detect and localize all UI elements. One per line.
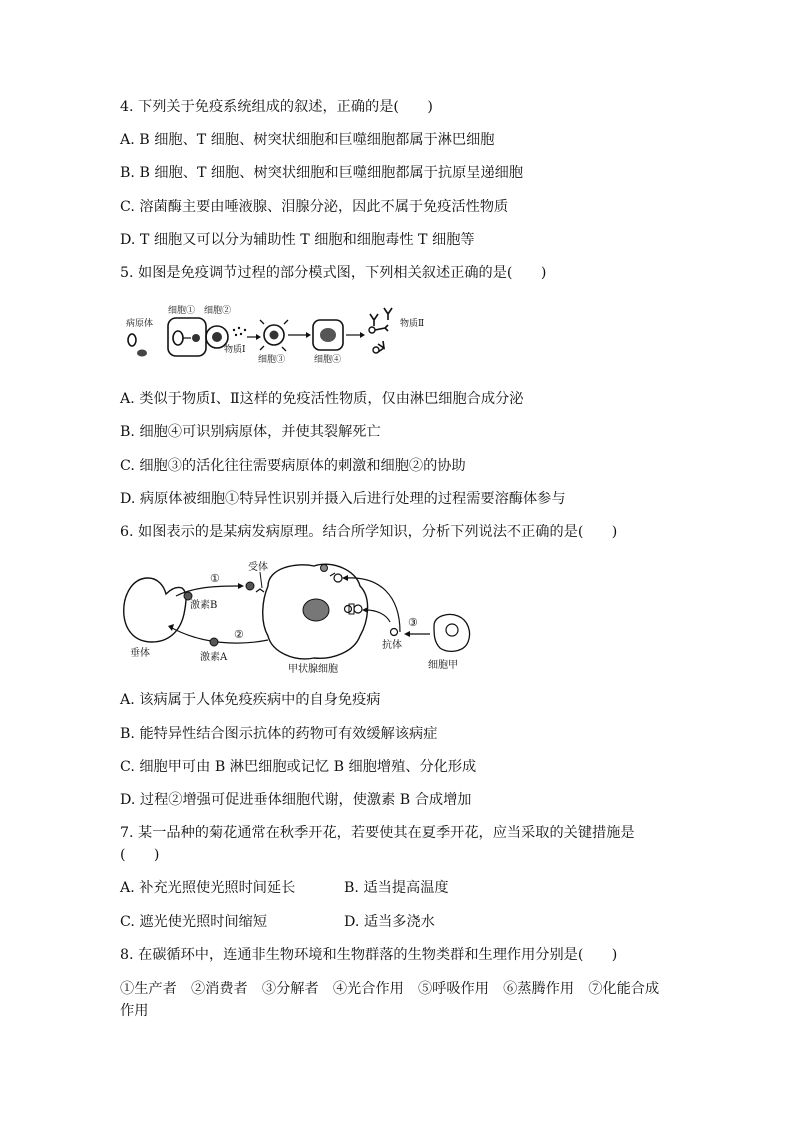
q6-label-hormone-a: 激素A xyxy=(200,652,228,663)
q4-option-c: C. 溶菌酶主要由唾液腺、泪腺分泌，因此不属于免疫活性物质 xyxy=(120,199,509,215)
q6-label-antibody: 抗体 xyxy=(382,640,402,651)
q6-option-c: C. 细胞甲可由 B 淋巴细胞或记忆 B 细胞增殖、分化形成 xyxy=(120,759,477,775)
q5-option-a: A. 类似于物质Ⅰ、Ⅱ这样的免疫活性物质，仅由淋巴细胞合成分泌 xyxy=(120,391,524,407)
q4-option-a: A. B 细胞、T 细胞、树突状细胞和巨噬细胞都属于淋巴细胞 xyxy=(120,132,495,148)
q8-items-line2: 作用 xyxy=(120,1003,149,1019)
q7-option-c: C. 遮光使光照时间缩短 xyxy=(120,914,268,930)
q5-label-substance1: 物质Ⅰ xyxy=(224,345,246,355)
q5-option-b: B. 细胞④可识别病原体，并使其裂解死亡 xyxy=(120,424,381,440)
q5-label-cell2: 细胞② xyxy=(204,306,232,316)
q6-stem: 6. 如图表示的是某病发病原理。结合所学知识，分析下列说法不正确的是( ) xyxy=(120,524,618,540)
q6-option-b: B. 能特异性结合图示抗体的药物可有效缓解该病症 xyxy=(120,726,438,742)
q5-label-pathogen: 病原体 xyxy=(126,319,154,329)
q7-option-d: D. 适当多浇水 xyxy=(344,914,435,930)
q6-disease-figure xyxy=(118,556,478,680)
pituitary-shape xyxy=(124,578,186,642)
cell-a-shape xyxy=(434,614,470,651)
q6-label-cell-a: 细胞甲 xyxy=(428,660,458,671)
q5-option-d: D. 病原体被细胞①特异性识别并摄入后进行处理的过程需要溶酶体参与 xyxy=(120,491,566,507)
q5-stem: 5. 如图是免疫调节过程的部分模式图，下列相关叙述正确的是( ) xyxy=(120,265,547,281)
q6-label-pituitary: 垂体 xyxy=(130,648,150,659)
q6-label-hormone-b: 激素B xyxy=(190,600,218,611)
q4-option-d: D. T 细胞又可以分为辅助性 T 细胞和细胞毒性 T 细胞等 xyxy=(120,232,475,248)
q6-label-step2: ② xyxy=(234,628,244,641)
q5-immune-figure xyxy=(122,300,452,368)
q6-label-receptor: 受体 xyxy=(248,562,268,573)
q6-label-thyroid: 甲状腺细胞 xyxy=(288,664,338,675)
q7-stem-line1: 7. 某一品种的菊花通常在秋季开花，若要使其在夏季开花，应当采取的关键措施是 xyxy=(120,825,635,841)
q6-option-a: A. 该病属于人体免疫疾病中的自身免疫病 xyxy=(120,692,381,708)
q5-option-c: C. 细胞③的活化往往需要病原体的刺激和细胞②的协助 xyxy=(120,458,466,474)
q4-option-b: B. B 细胞、T 细胞、树突状细胞和巨噬细胞都属于抗原呈递细胞 xyxy=(120,165,524,181)
q5-label-cell4: 细胞④ xyxy=(314,355,342,365)
q5-label-cell1: 细胞① xyxy=(168,306,196,316)
q4-stem: 4. 下列关于免疫系统组成的叙述，正确的是( ) xyxy=(120,99,433,115)
q5-label-cell3: 细胞③ xyxy=(258,355,286,365)
q8-items-line1: ①生产者 ②消费者 ③分解者 ④光合作用 ⑤呼吸作用 ⑥蒸腾作用 ⑦化能合成 xyxy=(120,981,660,997)
q6-label-step3: ③ xyxy=(408,616,418,629)
q6-label-step1: ① xyxy=(210,572,220,585)
q6-option-d: D. 过程②增强可促进垂体细胞代谢，使激素 B 合成增加 xyxy=(120,792,472,808)
q7-option-b: B. 适当提高温度 xyxy=(344,880,449,896)
q5-label-substance2: 物质Ⅱ xyxy=(400,319,425,329)
q7-stem-line2: ( ) xyxy=(120,847,160,863)
q7-option-a: A. 补充光照使光照时间延长 xyxy=(120,880,296,896)
q8-stem: 8. 在碳循环中，连通非生物环境和生物群落的生物类群和生理作用分别是( ) xyxy=(120,947,618,963)
